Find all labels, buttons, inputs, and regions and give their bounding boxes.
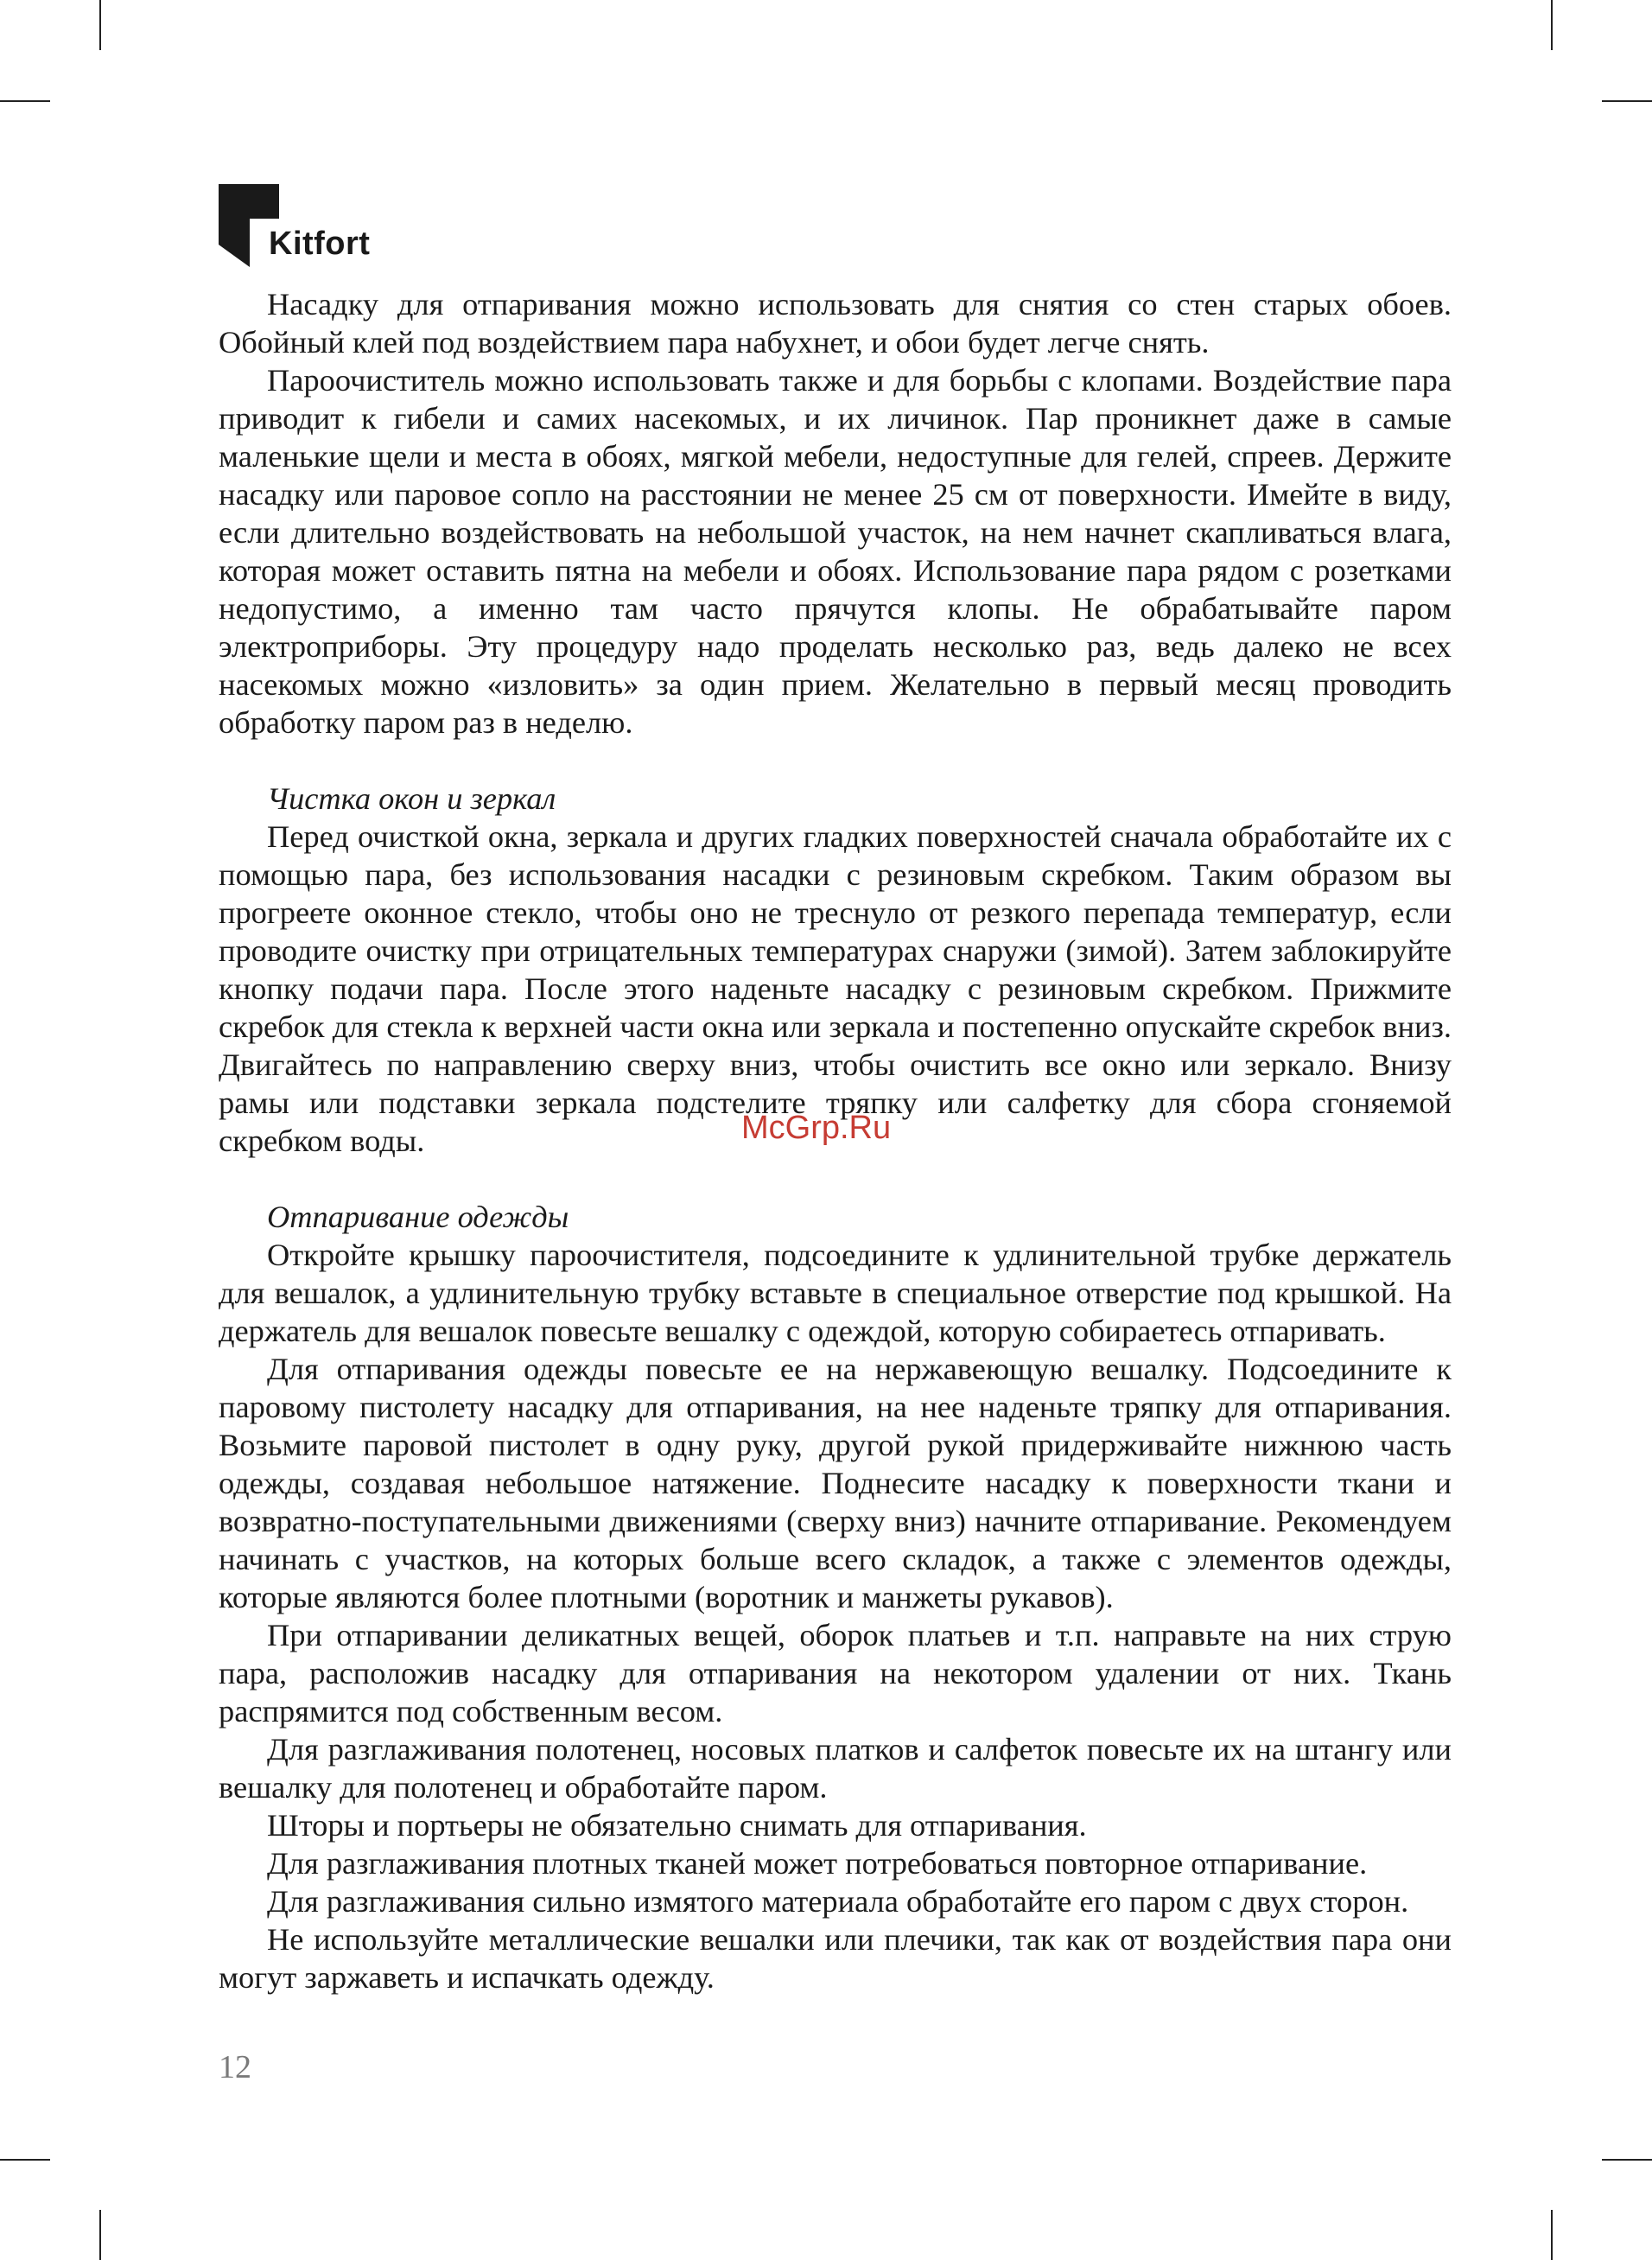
- crop-mark-left-top: [0, 100, 50, 102]
- paragraph: При отпаривании деликатных вещей, оборок платьев и т.п. направьте на них струю пара, расположив насадку для отпаривания на некотором удалении от них. Ткань распрямится под собственным весом.: [219, 1618, 1452, 1728]
- section-heading: Отпаривание одежды: [267, 1200, 569, 1234]
- brand-name: Kitfort: [269, 226, 371, 262]
- crop-mark-left-bottom: [0, 2159, 50, 2161]
- paragraph: Не используйте металлические вешалки или плечики, так как от воздействия пара они могут заржаветь и испачкать одежду.: [219, 1922, 1452, 1995]
- crop-mark-top-left: [99, 0, 101, 50]
- paragraph: Для разглаживания плотных тканей может потребоваться повторное отпаривание.: [267, 1846, 1368, 1881]
- kitfort-logo: [219, 184, 391, 271]
- section-heading: Чистка окон и зеркал: [267, 781, 556, 816]
- paragraph: Насадку для отпаривания можно использовать для снятия со стен старых обоев. Обойный клей под воздействием пара набухнет, и обои будет легче снять.: [219, 287, 1452, 360]
- page-number: 12: [219, 2049, 251, 2085]
- paragraph: Для разглаживания полотенец, носовых платков и салфеток повесьте их на штангу или вешалку для полотенец и обработайте паром.: [219, 1732, 1452, 1805]
- crop-mark-top-right: [1551, 0, 1553, 50]
- crop-mark-bottom-left: [99, 2210, 101, 2260]
- paragraph: Для отпаривания одежды повесьте ее на нержавеющую вешалку. Подсоедините к паровому пистолету насадку для отпаривания, на нее наденьте тряпку для отпаривания. Возьмите паровой пистолет в одну руку, другой рукой придерживайте нижнюю часть одежды, создавая небольшое натяжение. Поднесите насадку к поверхности ткани и возвратно-поступательными движениями (сверху вниз) начните отпаривание. Рекомендуем начинать с участков, на которых больше всего складок, а также с элементов одежды, которые являются более плотными (воротник и манжеты рукавов).: [219, 1352, 1452, 1614]
- paragraph: Пароочиститель можно использовать также и для борьбы с клопами. Воздействие пара приводит к гибели и самих насекомых, и их личинок. Пар проникнет даже в самые маленькие щели и места в обоях, мягкой мебели, недоступные для гелей, спреев. Держите насадку или паровое сопло на расстоянии не менее 25 см от поверхности. Имейте в виду, если длительно воздействовать на небольшой участок, на нем начнет скапливаться влага, которая может оставить пятна на мебели и обоях. Использование пара рядом с розетками недопустимо, а именно там часто прячутся клопы. Не обрабатывайте паром электроприборы. Эту процедуру надо проделать несколько раз, ведь далеко не всех насекомых можно «изловить» за один прием. Желательно в первый месяц проводить обработку паром раз в неделю.: [219, 363, 1452, 740]
- paragraph: Откройте крышку пароочистителя, подсоедините к удлинительной трубке держатель для вешалок, а удлинительную трубку вставьте в специальное отверстие под крышкой. На держатель для вешалок повесьте вешалку с одеждой, которую собираетесь отпаривать.: [219, 1238, 1452, 1348]
- crop-mark-right-top: [1602, 100, 1652, 102]
- watermark: McGrp.Ru: [741, 1110, 892, 1146]
- paragraph: Перед очисткой окна, зеркала и других гладких поверхностей сначала обработайте их с помощью пара, без использования насадки с резиновым скребком. Таким образом вы прогреете оконное стекло, чтобы оно не треснуло от резкого перепада температур, если проводите очистку при отрицательных температурах снаружи (зимой). Затем заблокируйте кнопку подачи пара. После этого наденьте насадку с резиновым скребком. Прижмите скребок для стекла к верхней части окна или зеркала и постепенно опускайте скребок вниз. Двигайтесь по направлению сверху вниз, чтобы очистить все окно или зеркало. Внизу рамы или подставки зеркала подстелите тряпку или салфетку для сбора сгоняемой скребком воды.: [219, 819, 1452, 1158]
- crop-mark-right-bottom: [1602, 2159, 1652, 2161]
- paragraph: Шторы и портьеры не обязательно снимать для отпаривания.: [267, 1808, 1087, 1843]
- crop-mark-bottom-right: [1551, 2210, 1553, 2260]
- paragraph: Для разглаживания сильно измятого материала обработайте его паром с двух сторон.: [267, 1884, 1409, 1919]
